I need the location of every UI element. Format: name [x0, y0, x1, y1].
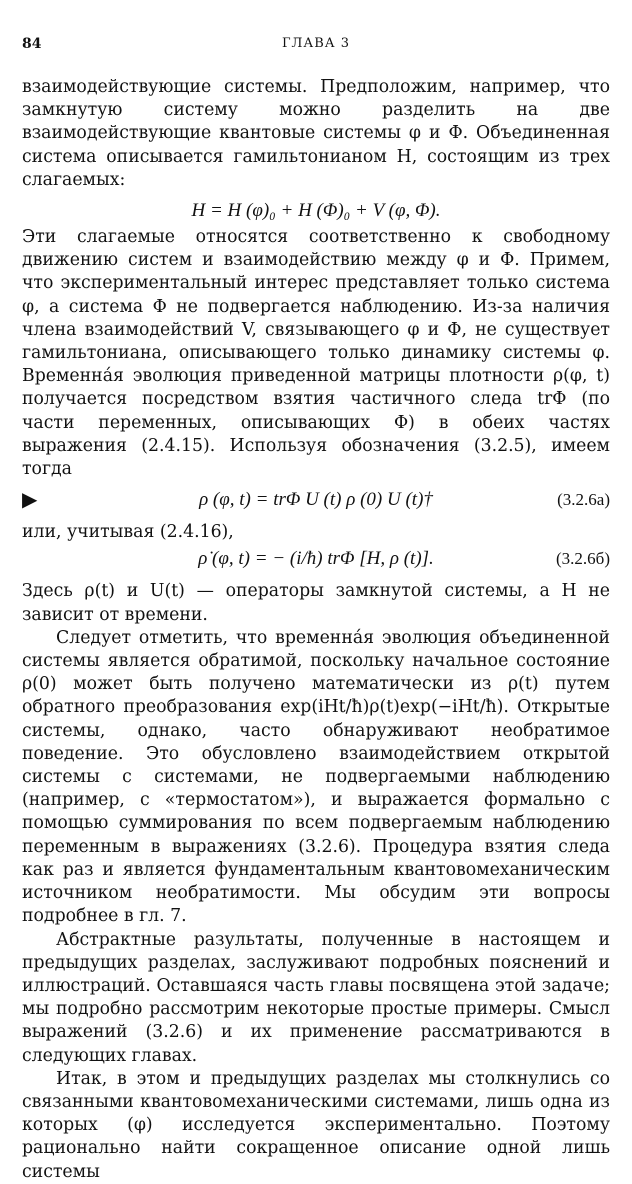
- equation-3-2-6a-formula: ρ (φ, t) = trΦ U (t) ρ (0) U (t)†: [199, 489, 433, 511]
- page-header: [22, 36, 610, 58]
- paragraph-2: Эти слагаемые относятся соответственно к свободному движению систем и взаимодействию между φ и Φ. Примем, что экспериментальный интерес представляет только система φ, а система Φ не подвергается наблюдению. Из-за наличия члена взаимодействий V, связывающего φ и Φ, не существует гамильтониана, описывающего только динамику системы φ. Временнáя эволюция приведенной матрицы плотности ρ(φ, t) получается посредством взятия частичного следа trΦ (по части переменных, описывающих Φ) в обеих частях выражения (2.4.15). Используя обозначения (3.2.5), имеем тогда: [22, 227, 610, 480]
- triangle-marker-icon: ▶: [22, 489, 38, 512]
- equation-3-2-6b: [22, 544, 610, 574]
- paragraph-5: Следует отметить, что временнáя эволюция объединенной системы является обратимой, поскольку начальное состояние ρ(0) может быть получено математически из ρ(t) путем обратного преобразования exp(iHt/ħ)ρ(t)exp(−iHt/ħ). Открытые системы, однако, часто обнаруживают необратимое поведение. Это обусловлено взаимодействием открытой системы с системами, не подвергаемыми наблюдению (например, с «термостатом»), и выражается формально с помощью суммирования по всем подвергаемым наблюдению переменным в выражениях (3.2.6). Процедура взятия следа как раз и является фундаментальным квантовомеханическим источником необратимости. Мы обсудим эти вопросы подробнее в гл. 7.: [22, 627, 610, 927]
- paragraph-4: Здесь ρ(t) и U(t) — операторы замкнутой системы, а H не зависит от времени.: [22, 581, 610, 625]
- equation-hamiltonian-formula: H = H (φ)₀ + H (Φ)₀ + V (φ, Φ).: [191, 200, 441, 222]
- equation-3-2-6a-number: (3.2.6а): [557, 490, 610, 510]
- paragraph-1: взаимодействующие системы. Предположим, например, что замкнутую систему можно разделить на две взаимодействующие квантовые системы φ и Φ. Объединенная система описывается гамильтонианом H, состоящим из трех слагаемых:: [22, 77, 610, 190]
- equation-hamiltonian: [22, 196, 610, 226]
- paragraph-6: Абстрактные разультаты, полученные в настоящем и предыдущих разделах, заслуживают подробных пояснений и иллюстраций. Оставшаяся часть главы посвящена этой задаче; мы подробно рассмотрим некоторые простые примеры. Смысл выражений (3.2.6) и их применение рассматриваются в следующих главах.: [22, 929, 610, 1066]
- running-head: ГЛАВА 3: [281, 36, 351, 51]
- equation-3-2-6a: [22, 485, 610, 515]
- equation-3-2-6b-number: (3.2.6б): [556, 549, 610, 569]
- equation-3-2-6b-formula: ρ̇ (φ, t) = − (i/ħ) trΦ [H, ρ (t)].: [198, 548, 434, 570]
- paragraph-3: или, учитывая (2.4.16),: [22, 522, 234, 543]
- page-number: 84: [22, 36, 42, 52]
- body-text: [22, 76, 610, 1184]
- paragraph-7: Итак, в этом и предыдущих разделах мы столкнулись со связанными квантовомеханическими системами, лишь одна из которых (φ) исследуется экспериментально. Поэтому рационально найти сокращенное описание одной лишь системы: [22, 1068, 610, 1182]
